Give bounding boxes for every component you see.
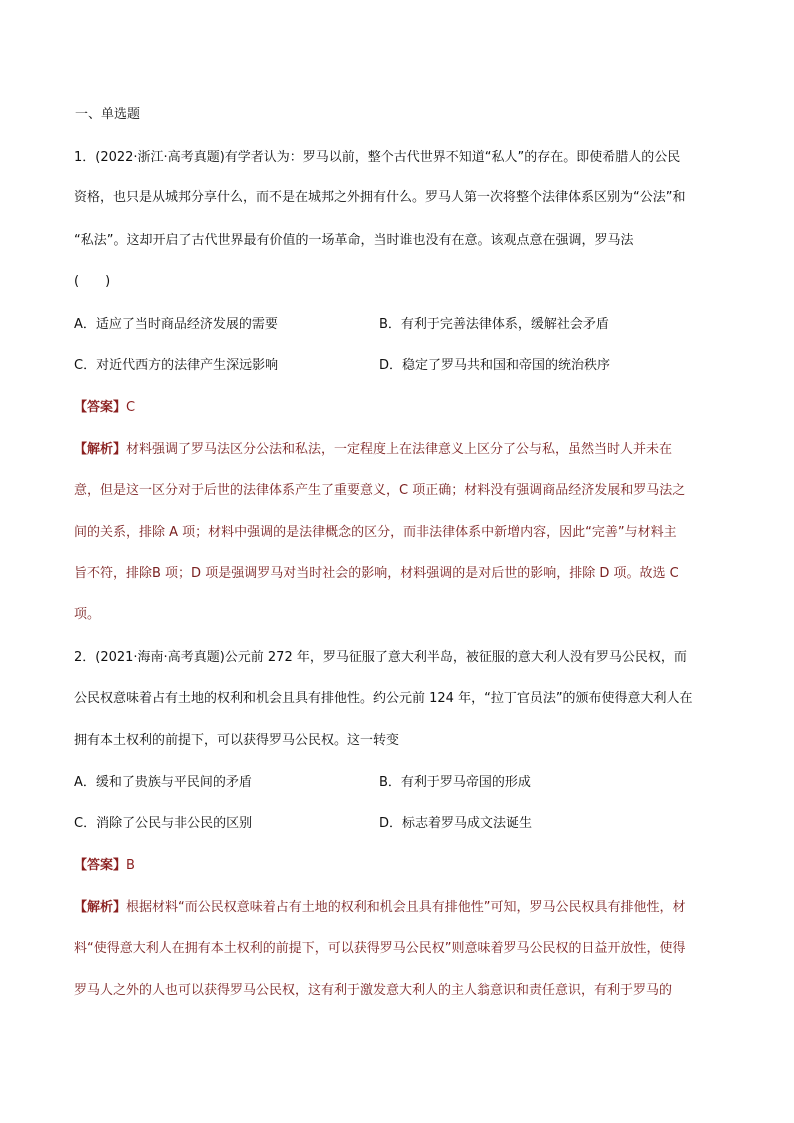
answer-value: C [126,400,136,415]
analysis-tag: 【解析】 [74,900,127,915]
analysis-line: 料“使得意大利人在拥有本土权利的前提下，可以获得罗马公民权”则意味着罗马公民权的日益开放性，使得 [74,941,686,956]
analysis-text: 根据材料“而公民权意味着占有土地的权利和机会且具有排他性”可知，罗马公民权具有排他性，材 [126,900,686,915]
answer-value: B [126,858,135,873]
option-d: D．稳定了罗马共和国和帝国的统治秩序 [379,358,611,373]
question-stem-line: 拥有本土权利的前提下，可以获得罗马公民权。这一转变 [74,733,400,748]
option-d: D．标志着罗马成文法诞生 [379,816,533,831]
question-stem-line: “私法”。这却开启了古代世界最有价值的一场革命，当时谁也没有在意。该观点意在强调，罗马法 [74,233,634,248]
answer-line [74,857,734,875]
analysis-line: 罗马人之外的人也可以获得罗马公民权，这有利于激发意大利人的主人翁意识和责任意识，有利于罗马的 [74,983,673,998]
question-stem-line: 2．(2021·海南·高考真题)公元前 272 年，罗马征服了意大利半岛，被征服的意大利人没有罗马公民权，而 [74,650,687,665]
question-stem-line: 1．(2022·浙江·高考真题)有学者认为：罗马以前，整个古代世界不知道“私人”的存在。即使希腊人的公民 [74,150,681,165]
option-b: B．有利于罗马帝国的形成 [379,775,531,790]
analysis-line [74,441,734,459]
question-stem-line: 资格，也只是从城邦分享什么，而不是在城邦之外拥有什么。罗马人第一次将整个法律体系区别为“公法”和 [74,190,686,205]
section-title: 一、单选题 [75,107,141,122]
question-stem-line: 公民权意味着占有土地的权利和机会且具有排他性。约公元前 124 年，“拉丁官员法”的颁布使得意大利人在 [74,691,693,706]
answer-tag: 【答案】 [74,400,127,415]
answer-line [74,399,734,417]
option-a: A．缓和了贵族与平民间的矛盾 [74,775,252,790]
question-stem-line: ( ) [74,274,111,289]
option-c: C．对近代西方的法律产生深远影响 [74,358,279,373]
analysis-line: 旨不符，排除B 项；D 项是强调罗马对当时社会的影响，材料强调的是对后世的影响，排除 D 项。故选 C [74,566,679,581]
analysis-line: 间的关系，排除 A 项；材料中强调的是法律概念的区分，而非法律体系中新增内容，因此“完善”与材料主 [74,525,677,540]
analysis-line: 意，但是这一区分对于后世的法律体系产生了重要意义，C 项正确；材料没有强调商品经济发展和罗马法之 [74,483,686,498]
analysis-text: 材料强调了罗马法区分公法和私法，一定程度上在法律意义上区分了公与私，虽然当时人并未在 [126,442,673,457]
analysis-line [74,899,734,917]
option-b: B．有利于完善法律体系，缓解社会矛盾 [379,317,609,332]
option-c: C．消除了公民与非公民的区别 [74,816,253,831]
option-a: A．适应了当时商品经济发展的需要 [74,317,278,332]
analysis-line: 项。 [74,607,101,622]
answer-tag: 【答案】 [74,858,127,873]
analysis-tag: 【解析】 [74,442,127,457]
